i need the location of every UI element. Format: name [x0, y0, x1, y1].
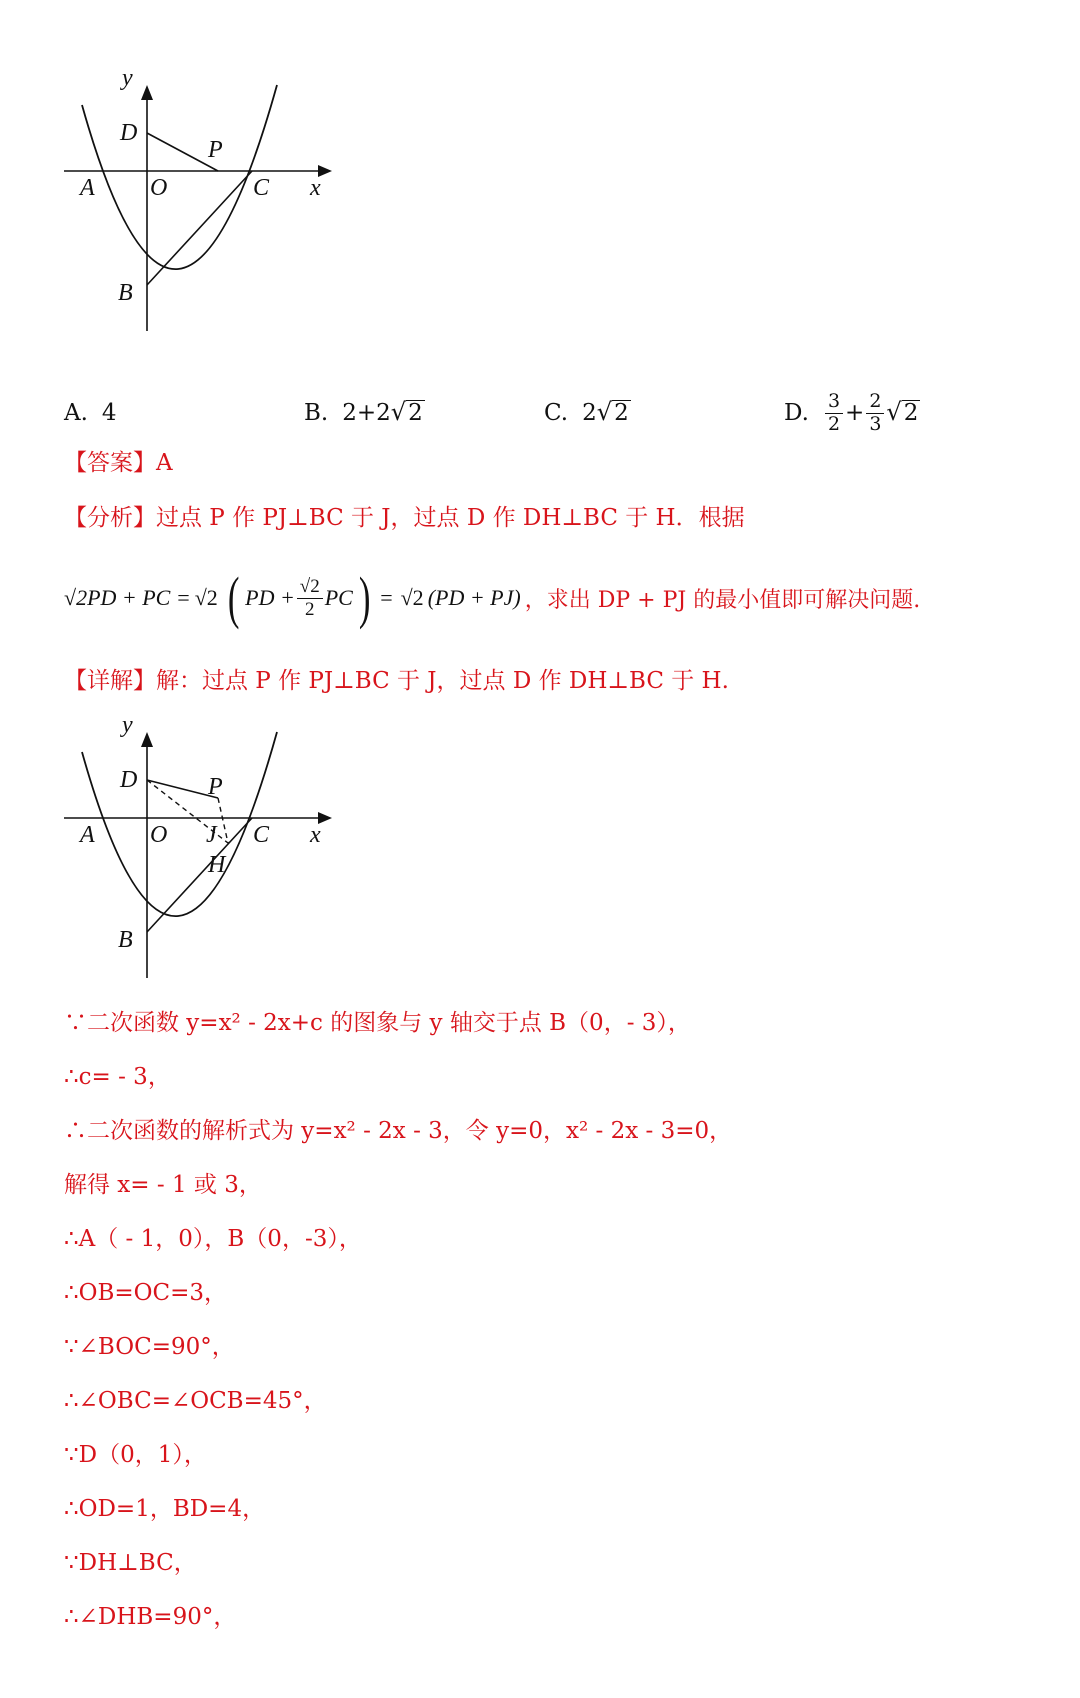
choice-c-radicand: 2 [614, 400, 629, 427]
formula-inner-a: PD + [245, 585, 295, 610]
choice-c-sqrt: √ 2 [596, 398, 629, 427]
formula-frac-den: 2 [305, 598, 315, 620]
choice-b-prefix: 2+2 [342, 400, 391, 426]
solution-line: ∵∠BOC=90°， [64, 1334, 235, 1360]
parabola-diagram-1 [60, 65, 370, 355]
detail-tag: 【详解】 [64, 668, 156, 694]
formula-frac-num: √2 [297, 576, 323, 599]
formula-tail: ，求出 DP + PJ 的最小值即可解决问题. [524, 587, 921, 613]
choice-b[interactable] [304, 383, 425, 443]
choice-c-letter: C. [544, 400, 569, 426]
choice-d-frac1-den: 2 [827, 412, 841, 435]
solution-line: ∴∠OBC=∠OCB=45°， [64, 1388, 327, 1414]
solution-line: ∴二次函数的解析式为 y=x² - 2x - 3，令 y=0，x² - 2x - 3=0， [64, 1118, 733, 1144]
answer-value: A [156, 450, 173, 476]
label-c: C [253, 175, 270, 201]
solution-line: 解得 x= - 1 或 3， [64, 1172, 262, 1198]
choice-d-letter: D. [784, 400, 809, 426]
answer-tag: 【答案】 [64, 450, 156, 476]
detail-line [64, 666, 729, 696]
parabola-curve [82, 732, 277, 916]
choice-d-radicand: 2 [903, 400, 919, 427]
choice-d-fraction-2 [866, 391, 884, 436]
formula-coef1: √2 [194, 585, 218, 610]
answer-line [64, 448, 173, 478]
formula-lhs: √2PD + PC = [64, 585, 191, 610]
parabola-curve [82, 85, 277, 269]
label-h: H [208, 852, 226, 878]
solution-line: ∴OD=1，BD=4， [64, 1496, 266, 1522]
formula-eq2: = [380, 585, 393, 610]
label-y: y [122, 65, 133, 91]
solution-line: ∴∠DHB=90°， [64, 1604, 237, 1630]
label-o: O [150, 175, 168, 201]
parabola-diagram-2 [60, 712, 370, 1002]
choice-a-letter: A. [64, 400, 88, 426]
choice-d-sqrt: √ 2 [886, 398, 919, 427]
label-p: P [208, 774, 223, 800]
label-p: P [208, 137, 223, 163]
choice-d-plus: + [845, 400, 865, 426]
choice-c-prefix: 2 [582, 400, 597, 426]
choice-b-sqrt: √ 2 [390, 398, 423, 427]
label-o: O [150, 822, 168, 848]
solution-line: ∵二次函数 y=x² - 2x+c 的图象与 y 轴交于点 B（0，- 3）， [64, 1010, 691, 1036]
label-b: B [118, 280, 133, 306]
label-c: C [253, 822, 270, 848]
label-x: x [310, 175, 321, 201]
parabola-figure-1 [60, 65, 370, 355]
formula-inner-b: PC [324, 585, 353, 610]
label-a: A [80, 822, 95, 848]
formula-inner2: (PD + PJ) [427, 585, 521, 610]
label-b: B [118, 927, 133, 953]
label-d: D [120, 120, 138, 146]
choice-c[interactable] [544, 383, 631, 443]
analysis-formula [64, 558, 920, 638]
analysis-tag: 【分析】 [64, 505, 156, 531]
choice-d-frac1-num: 3 [825, 391, 843, 414]
choice-d-frac2-den: 3 [869, 412, 882, 435]
solution-line: ∵D（0，1）， [64, 1442, 207, 1468]
detail-text: 解：过点 P 作 PJ⊥BC 于 J，过点 D 作 DH⊥BC 于 H. [156, 668, 729, 694]
solution-line: ∴A（ - 1，0），B（0，-3）， [64, 1226, 362, 1252]
choice-a[interactable] [64, 383, 117, 443]
label-d: D [120, 767, 138, 793]
choice-d[interactable] [784, 383, 920, 443]
choice-d-fraction-1 [825, 391, 843, 436]
formula-coef2: √2 [400, 585, 424, 610]
solution-line: ∵DH⊥BC， [64, 1550, 197, 1576]
y-axis-arrow [141, 732, 153, 747]
analysis-line [64, 503, 745, 533]
solution-line: ∴c= - 3， [64, 1064, 171, 1090]
choice-b-radicand: 2 [408, 400, 423, 427]
y-axis-arrow [141, 85, 153, 100]
parabola-figure-2 [60, 712, 370, 1002]
solution-line: ∴OB=OC=3， [64, 1280, 228, 1306]
label-a: A [80, 175, 95, 201]
choice-d-frac2-num: 2 [866, 391, 884, 414]
answer-choices [64, 383, 964, 443]
choice-b-letter: B. [304, 400, 329, 426]
label-j: J [206, 822, 217, 848]
formula-fraction [297, 576, 323, 621]
formula-math: √2PD + PC = √2 ( PD + $\frac{√2}{2}$ PC ) = √2 (PD + PJ) [64, 565, 521, 630]
label-x: x [310, 822, 321, 848]
analysis-text: 过点 P 作 PJ⊥BC 于 J，过点 D 作 DH⊥BC 于 H．根据 [156, 505, 745, 531]
label-y: y [122, 712, 133, 738]
choice-a-value: 4 [101, 400, 117, 426]
